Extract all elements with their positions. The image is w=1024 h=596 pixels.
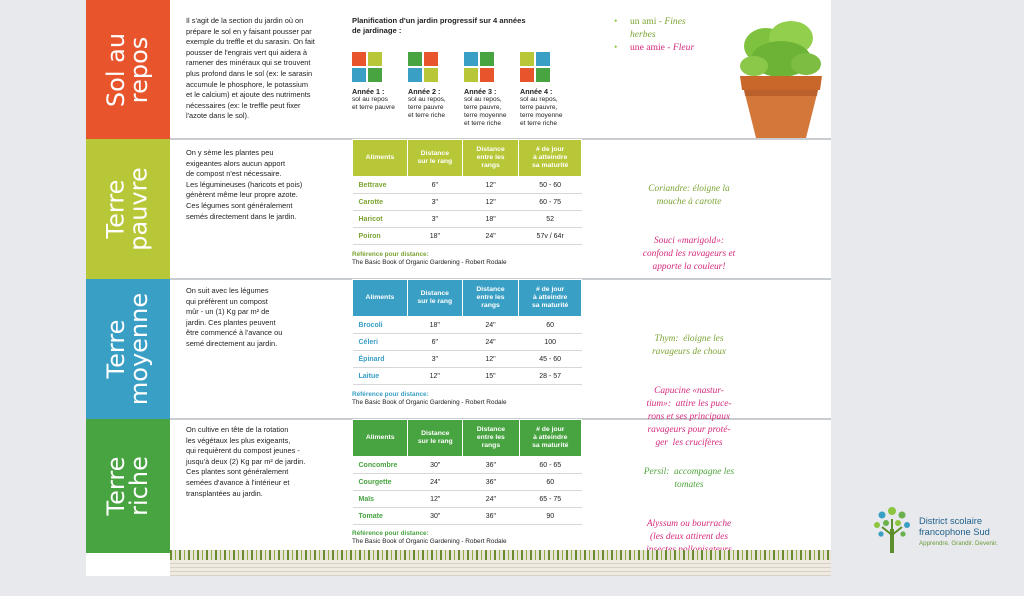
note-flower: Souci «marigold»: confond les ravageurs et apporte la couleur!	[642, 236, 736, 272]
cell-jours: 60	[519, 317, 582, 334]
cell-entre: 12"	[462, 177, 519, 194]
notes-pauvre	[614, 157, 764, 300]
col-distance-rang: Distance sur le rang	[407, 280, 462, 317]
reference-label: Référence pour distance:	[352, 530, 429, 537]
repos-description: Il s'agit de la section du jardin où on prépare le sol en y faisant pousser par exemple du treffle et du sarasin. On fait pousser de l'engrais vert qui aidera à ramener des minéraux qui se trouvent plus profond dans le sol (ex: le sarasin accumule le phosphore, le potassium et le calcium) et ajoute des nutriments nécessaires (ex: le treffle peut fixer l'azote dans le sol).	[186, 16, 315, 121]
year-name: Année 1 :	[352, 87, 385, 96]
plot-squares-icon	[520, 52, 550, 82]
cell-aliment: Céleri	[353, 334, 408, 351]
plan-years	[352, 52, 602, 128]
band-terre-moyenne	[86, 279, 170, 419]
col-aliments: Aliments	[353, 280, 408, 317]
cell-entre: 12"	[462, 351, 519, 368]
cell-rang: 3"	[407, 211, 462, 228]
table-row	[353, 508, 582, 525]
cell-rang: 24"	[408, 474, 463, 491]
col-jours: # de jour à atteindre sa maturité	[519, 280, 582, 317]
col-distance-entre: Distance entre les rangs	[462, 140, 519, 177]
cell-rang: 12"	[408, 491, 463, 508]
section-label: Terre pauvre	[102, 167, 153, 251]
cell-jours: 100	[519, 334, 582, 351]
table-row	[353, 317, 582, 334]
col-distance-rang: Distance sur le rang	[407, 140, 462, 177]
year-desc: sol au repos et terre pauvre	[352, 96, 395, 111]
cell-rang: 3"	[407, 351, 462, 368]
note-friend: Thym: éloigne les ravageurs de choux	[652, 334, 726, 357]
cell-jours: 50 - 60	[519, 177, 582, 194]
note-flower: Alyssum ou bourrache (les deux attirent des	[646, 519, 732, 542]
legend-prefix: un ami -	[630, 16, 665, 27]
section-label: Terre moyenne	[102, 292, 153, 406]
pauvre-description: On y sème les plantes peu exigeantes alors aucun apport de compost n'est nécessaire. Les légumineuses (haricots et pois) génèrent même leur propre azote. Ces légumes sont généralement semés directement dans le jardin.	[186, 148, 303, 221]
cell-jours: 52	[519, 211, 582, 228]
table-header	[353, 140, 582, 177]
col-aliments: Aliments	[353, 140, 408, 177]
table-terre-moyenne	[352, 279, 582, 385]
note-flower: Capucine «nastur- tium»: attire les puce- rons et ses principaux ravageurs pour proté- ger les crucifères	[646, 386, 732, 448]
cell-aliment: Haricot	[353, 211, 408, 228]
cell-jours: 90	[519, 508, 581, 525]
cell-jours: 60 - 75	[519, 194, 582, 211]
cell-entre: 36"	[463, 457, 519, 474]
section-label: Terre riche	[102, 456, 153, 516]
band-terre-pauvre	[86, 139, 170, 279]
cell-aliment: Carotte	[353, 194, 408, 211]
year-name: Année 3 :	[464, 87, 497, 96]
col-distance-rang: Distance sur le rang	[408, 420, 463, 457]
cell-rang: 30"	[408, 508, 463, 525]
cell-aliment: Courgette	[353, 474, 408, 491]
band-terre-riche	[86, 419, 170, 553]
cell-entre: 18"	[462, 211, 519, 228]
reference-source: The Basic Book of Organic Gardening - Robert Rodale	[352, 399, 507, 406]
cell-aliment: Poiron	[353, 228, 408, 245]
col-jours: # de jour à atteindre sa maturité	[519, 420, 581, 457]
cell-jours: 65 - 75	[519, 491, 581, 508]
district-logo	[872, 505, 1022, 555]
logo-tagline: Apprendre. Grandir. Devenir.	[919, 540, 998, 547]
section-label: Sol au repos	[101, 32, 153, 107]
year-3	[464, 52, 520, 128]
plot-squares-icon	[352, 52, 382, 82]
table-row	[353, 211, 582, 228]
table-row	[353, 491, 582, 508]
year-name: Année 2 :	[408, 87, 441, 96]
cell-entre: 24"	[463, 491, 519, 508]
year-4	[520, 52, 576, 128]
moyenne-description: On suit avec les légumes qui préfèrent un compost mûr - un (1) Kg par m² de jardin. Ces plantes peuvent être commencé à l'avance ou semé directement au jardin.	[186, 286, 283, 348]
slide-panel	[86, 0, 831, 576]
plan-title: Planification d'un jardin progressif sur 4 années de jardinage :	[352, 16, 526, 35]
tree-logo-icon	[872, 505, 912, 557]
logo-name: District scolaire francophone Sud	[919, 516, 990, 537]
reference-pauvre	[352, 251, 507, 267]
note-friend: Coriandre: éloigne la mouche à carotte	[648, 184, 730, 207]
cell-entre: 24"	[462, 317, 519, 334]
cell-aliment: Laitue	[353, 368, 408, 385]
reference-moyenne	[352, 391, 507, 407]
reference-source: The Basic Book of Organic Gardening - Robert Rodale	[352, 538, 507, 545]
companion-legend	[614, 15, 694, 54]
cell-jours: 60	[519, 474, 581, 491]
cell-aliment: Concombre	[353, 457, 408, 474]
cell-rang: 18"	[407, 228, 462, 245]
cell-jours: 28 - 57	[519, 368, 582, 385]
plan-section	[352, 16, 602, 128]
legend-em: Fleur	[672, 42, 695, 53]
table-header	[353, 280, 582, 317]
cell-entre: 15"	[462, 368, 519, 385]
reference-label: Référence pour distance:	[352, 251, 429, 258]
cell-jours: 57v / 64r	[519, 228, 582, 245]
cell-entre: 24"	[462, 228, 519, 245]
table-row	[353, 334, 582, 351]
year-desc: sol au repos, terre pauvre, terre moyenne et terre riche	[520, 96, 563, 127]
table-row	[353, 368, 582, 385]
table-row	[353, 177, 582, 194]
col-jours: # de jour à atteindre sa maturité	[519, 140, 582, 177]
plot-squares-icon	[408, 52, 438, 82]
cell-rang: 30"	[408, 457, 463, 474]
reference-source: The Basic Book of Organic Gardening - Robert Rodale	[352, 259, 507, 266]
cell-jours: 45 - 60	[519, 351, 582, 368]
table-row	[353, 194, 582, 211]
herb-pot-icon	[736, 14, 826, 144]
year-desc: sol au repos, terre pauvre, terre moyenne et terre riche	[464, 96, 507, 127]
cell-aliment: Bettrave	[353, 177, 408, 194]
cell-entre: 36"	[463, 474, 519, 491]
year-name: Année 4 :	[520, 87, 553, 96]
cell-rang: 6"	[407, 177, 462, 194]
cell-entre: 12"	[462, 194, 519, 211]
table-header	[353, 420, 582, 457]
year-2	[408, 52, 464, 128]
col-aliments: Aliments	[353, 420, 408, 457]
legend-prefix: une amie -	[630, 42, 673, 53]
table-row	[353, 228, 582, 245]
band-sol-au-repos	[86, 0, 170, 139]
table-row	[353, 351, 582, 368]
plot-squares-icon	[464, 52, 494, 82]
year-desc: sol au repos, terre pauvre et terre riche	[408, 96, 446, 119]
riche-description: On cultive en tête de la rotation les végétaux les plus exigeants, qui requièrent du compost jeunes - jusqu'à deux (2) Kg par m² de jardin. Ces plantes sont généralement semées d'avance à l'intérieur et transplantées au jardin.	[186, 425, 306, 498]
col-distance-entre: Distance entre les rangs	[463, 420, 519, 457]
cell-rang: 6"	[407, 334, 462, 351]
table-row	[353, 457, 582, 474]
cell-rang: 18"	[407, 317, 462, 334]
legend-em: Fines herbes	[630, 16, 686, 40]
table-terre-riche	[352, 419, 582, 525]
reference-riche	[352, 530, 507, 546]
legend-item-ami	[614, 15, 694, 41]
legend-item-amie	[614, 41, 694, 54]
year-1	[352, 52, 408, 128]
table-terre-pauvre	[352, 139, 582, 245]
cell-aliment: Épinard	[353, 351, 408, 368]
reference-label: Référence pour distance:	[352, 391, 429, 398]
note-friend: Persil: accompagne les tomates	[643, 467, 735, 490]
cell-rang: 12"	[407, 368, 462, 385]
cell-rang: 3"	[407, 194, 462, 211]
cell-entre: 24"	[462, 334, 519, 351]
cell-aliment: Tomate	[353, 508, 408, 525]
cell-aliment: Brocoli	[353, 317, 408, 334]
cell-entre: 36"	[463, 508, 519, 525]
cell-aliment: Maïs	[353, 491, 408, 508]
cell-jours: 60 - 65	[519, 457, 581, 474]
table-row	[353, 474, 582, 491]
grass-footer	[170, 550, 831, 576]
col-distance-entre: Distance entre les rangs	[462, 280, 519, 317]
